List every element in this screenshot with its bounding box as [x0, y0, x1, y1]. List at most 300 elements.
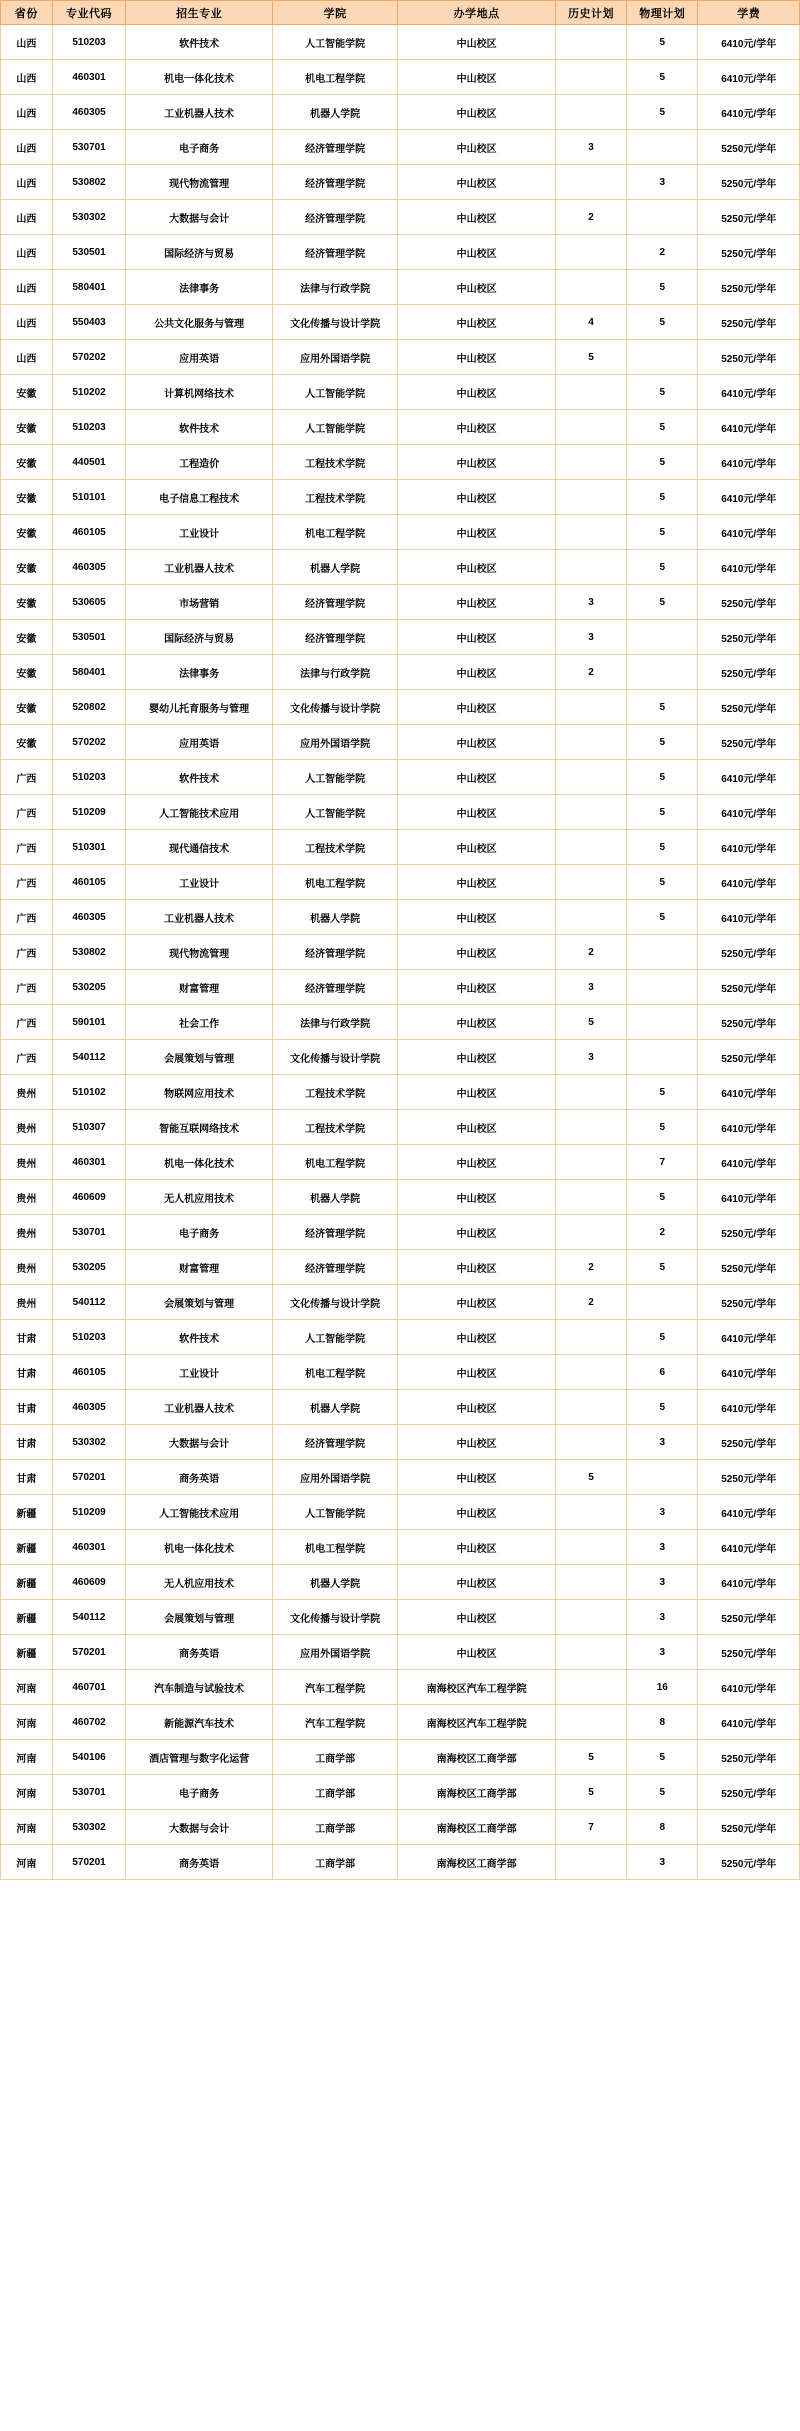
- cell-major-name: 工业设计: [126, 865, 273, 900]
- table-row: [1, 1390, 800, 1425]
- table-row: [1, 1740, 800, 1775]
- cell-major-code: 570201: [52, 1845, 125, 1880]
- cell-college: 工程技术学院: [273, 1110, 398, 1145]
- table-row: [1, 655, 800, 690]
- column-header-physics-plan: 物理计划: [627, 1, 698, 25]
- cell-college: 人工智能学院: [273, 760, 398, 795]
- cell-physics-plan: [627, 970, 698, 1005]
- cell-province: 贵州: [1, 1215, 53, 1250]
- cell-tuition: 6410元/学年: [698, 445, 800, 480]
- cell-tuition: 5250元/学年: [698, 270, 800, 305]
- cell-college: 文化传播与设计学院: [273, 305, 398, 340]
- table-row: [1, 60, 800, 95]
- cell-province: 山西: [1, 200, 53, 235]
- cell-history-plan: 2: [555, 935, 626, 970]
- table-row: [1, 585, 800, 620]
- cell-major-code: 460301: [52, 1145, 125, 1180]
- cell-campus: 中山校区: [398, 25, 556, 60]
- cell-physics-plan: 5: [627, 1775, 698, 1810]
- cell-campus: 中山校区: [398, 830, 556, 865]
- cell-province: 河南: [1, 1810, 53, 1845]
- cell-campus: 中山校区: [398, 585, 556, 620]
- cell-campus: 中山校区: [398, 935, 556, 970]
- cell-province: 山西: [1, 235, 53, 270]
- cell-college: 人工智能学院: [273, 795, 398, 830]
- cell-history-plan: 4: [555, 305, 626, 340]
- cell-history-plan: [555, 95, 626, 130]
- cell-major-code: 460105: [52, 865, 125, 900]
- cell-province: 新疆: [1, 1600, 53, 1635]
- cell-history-plan: [555, 900, 626, 935]
- cell-province: 河南: [1, 1705, 53, 1740]
- cell-major-code: 550403: [52, 305, 125, 340]
- cell-campus: 中山校区: [398, 1180, 556, 1215]
- column-header-college: 学院: [273, 1, 398, 25]
- cell-major-name: 人工智能技术应用: [126, 795, 273, 830]
- cell-college: 机器人学院: [273, 1390, 398, 1425]
- cell-major-name: 财富管理: [126, 1250, 273, 1285]
- cell-major-name: 机电一体化技术: [126, 1530, 273, 1565]
- cell-campus: 中山校区: [398, 900, 556, 935]
- cell-tuition: 5250元/学年: [698, 1425, 800, 1460]
- cell-campus: 南海校区工商学部: [398, 1845, 556, 1880]
- table-row: [1, 550, 800, 585]
- cell-tuition: 6410元/学年: [698, 550, 800, 585]
- cell-major-code: 540112: [52, 1600, 125, 1635]
- table-header: [1, 1, 800, 25]
- cell-province: 安徽: [1, 690, 53, 725]
- cell-physics-plan: 2: [627, 235, 698, 270]
- cell-major-name: 软件技术: [126, 410, 273, 445]
- cell-history-plan: [555, 375, 626, 410]
- cell-college: 法律与行政学院: [273, 1005, 398, 1040]
- cell-campus: 中山校区: [398, 1355, 556, 1390]
- cell-major-code: 530701: [52, 1775, 125, 1810]
- cell-tuition: 5250元/学年: [698, 1215, 800, 1250]
- cell-college: 工商学部: [273, 1845, 398, 1880]
- cell-history-plan: [555, 1670, 626, 1705]
- cell-history-plan: 2: [555, 200, 626, 235]
- table-body: [1, 25, 800, 1880]
- cell-province: 贵州: [1, 1110, 53, 1145]
- table-row: [1, 305, 800, 340]
- cell-major-name: 工业机器人技术: [126, 95, 273, 130]
- cell-province: 安徽: [1, 480, 53, 515]
- cell-history-plan: [555, 1635, 626, 1670]
- cell-history-plan: 5: [555, 1005, 626, 1040]
- cell-major-code: 570201: [52, 1460, 125, 1495]
- table-row: [1, 1810, 800, 1845]
- column-header-province: 省份: [1, 1, 53, 25]
- cell-college: 经济管理学院: [273, 935, 398, 970]
- cell-major-code: 510301: [52, 830, 125, 865]
- cell-tuition: 5250元/学年: [698, 340, 800, 375]
- table-row: [1, 1320, 800, 1355]
- cell-campus: 中山校区: [398, 1635, 556, 1670]
- cell-college: 人工智能学院: [273, 1320, 398, 1355]
- cell-physics-plan: 5: [627, 760, 698, 795]
- table-row: [1, 795, 800, 830]
- table-row: [1, 1705, 800, 1740]
- cell-history-plan: 3: [555, 130, 626, 165]
- cell-province: 新疆: [1, 1495, 53, 1530]
- table-row: [1, 1845, 800, 1880]
- cell-campus: 中山校区: [398, 970, 556, 1005]
- cell-major-code: 580401: [52, 270, 125, 305]
- cell-physics-plan: 5: [627, 270, 698, 305]
- cell-college: 经济管理学院: [273, 970, 398, 1005]
- cell-college: 工程技术学院: [273, 1075, 398, 1110]
- cell-physics-plan: 16: [627, 1670, 698, 1705]
- cell-province: 贵州: [1, 1145, 53, 1180]
- cell-major-code: 460105: [52, 1355, 125, 1390]
- cell-province: 广西: [1, 830, 53, 865]
- cell-physics-plan: [627, 1285, 698, 1320]
- cell-province: 广西: [1, 900, 53, 935]
- cell-history-plan: 5: [555, 1775, 626, 1810]
- cell-campus: 中山校区: [398, 340, 556, 375]
- cell-tuition: 5250元/学年: [698, 165, 800, 200]
- cell-major-code: 510202: [52, 375, 125, 410]
- cell-major-code: 540112: [52, 1040, 125, 1075]
- cell-physics-plan: 5: [627, 305, 698, 340]
- cell-physics-plan: 5: [627, 1250, 698, 1285]
- cell-major-name: 市场营销: [126, 585, 273, 620]
- cell-major-code: 580401: [52, 655, 125, 690]
- cell-tuition: 5250元/学年: [698, 1285, 800, 1320]
- cell-physics-plan: 7: [627, 1145, 698, 1180]
- cell-province: 贵州: [1, 1075, 53, 1110]
- cell-province: 新疆: [1, 1565, 53, 1600]
- table-row: [1, 1215, 800, 1250]
- cell-campus: 中山校区: [398, 130, 556, 165]
- cell-major-name: 智能互联网络技术: [126, 1110, 273, 1145]
- cell-tuition: 5250元/学年: [698, 1600, 800, 1635]
- cell-college: 汽车工程学院: [273, 1705, 398, 1740]
- cell-major-name: 软件技术: [126, 25, 273, 60]
- cell-physics-plan: 5: [627, 95, 698, 130]
- cell-major-name: 电子商务: [126, 130, 273, 165]
- column-header-campus: 办学地点: [398, 1, 556, 25]
- table-row: [1, 900, 800, 935]
- table-row: [1, 1355, 800, 1390]
- table-row: [1, 410, 800, 445]
- cell-campus: 中山校区: [398, 550, 556, 585]
- table-row: [1, 690, 800, 725]
- cell-major-code: 460301: [52, 1530, 125, 1565]
- cell-physics-plan: 5: [627, 865, 698, 900]
- cell-major-code: 510203: [52, 760, 125, 795]
- cell-campus: 中山校区: [398, 1075, 556, 1110]
- cell-tuition: 6410元/学年: [698, 1320, 800, 1355]
- cell-physics-plan: 5: [627, 900, 698, 935]
- cell-major-name: 商务英语: [126, 1845, 273, 1880]
- cell-major-code: 570202: [52, 340, 125, 375]
- cell-tuition: 6410元/学年: [698, 60, 800, 95]
- cell-tuition: 5250元/学年: [698, 235, 800, 270]
- cell-physics-plan: 5: [627, 1110, 698, 1145]
- cell-tuition: 6410元/学年: [698, 1145, 800, 1180]
- cell-major-name: 无人机应用技术: [126, 1180, 273, 1215]
- cell-physics-plan: [627, 200, 698, 235]
- cell-physics-plan: 5: [627, 550, 698, 585]
- cell-major-name: 现代物流管理: [126, 165, 273, 200]
- cell-history-plan: [555, 165, 626, 200]
- table-row: [1, 1670, 800, 1705]
- cell-college: 机器人学院: [273, 900, 398, 935]
- cell-major-code: 530302: [52, 1425, 125, 1460]
- cell-province: 安徽: [1, 585, 53, 620]
- cell-tuition: 6410元/学年: [698, 95, 800, 130]
- cell-history-plan: 7: [555, 1810, 626, 1845]
- cell-history-plan: 5: [555, 340, 626, 375]
- cell-major-name: 国际经济与贸易: [126, 235, 273, 270]
- cell-campus: 南海校区汽车工程学院: [398, 1670, 556, 1705]
- cell-physics-plan: 6: [627, 1355, 698, 1390]
- cell-campus: 中山校区: [398, 375, 556, 410]
- cell-campus: 中山校区: [398, 1425, 556, 1460]
- cell-major-code: 530802: [52, 165, 125, 200]
- cell-major-code: 460702: [52, 1705, 125, 1740]
- cell-major-name: 电子商务: [126, 1215, 273, 1250]
- cell-tuition: 5250元/学年: [698, 1250, 800, 1285]
- table-row: [1, 1180, 800, 1215]
- cell-history-plan: 3: [555, 970, 626, 1005]
- cell-college: 机电工程学院: [273, 60, 398, 95]
- cell-college: 经济管理学院: [273, 200, 398, 235]
- cell-major-name: 商务英语: [126, 1635, 273, 1670]
- cell-major-code: 530701: [52, 130, 125, 165]
- cell-tuition: 6410元/学年: [698, 1705, 800, 1740]
- cell-college: 人工智能学院: [273, 1495, 398, 1530]
- table-row: [1, 1145, 800, 1180]
- cell-history-plan: 3: [555, 585, 626, 620]
- table-row: [1, 970, 800, 1005]
- cell-major-name: 国际经济与贸易: [126, 620, 273, 655]
- cell-tuition: 5250元/学年: [698, 130, 800, 165]
- cell-province: 山西: [1, 340, 53, 375]
- cell-campus: 中山校区: [398, 1460, 556, 1495]
- cell-history-plan: [555, 1495, 626, 1530]
- cell-campus: 中山校区: [398, 200, 556, 235]
- cell-major-name: 婴幼儿托育服务与管理: [126, 690, 273, 725]
- cell-major-name: 软件技术: [126, 760, 273, 795]
- cell-major-name: 软件技术: [126, 1320, 273, 1355]
- cell-major-code: 460305: [52, 95, 125, 130]
- cell-history-plan: [555, 1530, 626, 1565]
- cell-province: 新疆: [1, 1530, 53, 1565]
- table-row: [1, 340, 800, 375]
- cell-tuition: 6410元/学年: [698, 515, 800, 550]
- cell-campus: 南海校区汽车工程学院: [398, 1705, 556, 1740]
- cell-history-plan: 2: [555, 1285, 626, 1320]
- cell-major-code: 590101: [52, 1005, 125, 1040]
- cell-physics-plan: 8: [627, 1705, 698, 1740]
- cell-history-plan: [555, 445, 626, 480]
- cell-campus: 中山校区: [398, 1145, 556, 1180]
- cell-tuition: 6410元/学年: [698, 900, 800, 935]
- cell-major-code: 460609: [52, 1180, 125, 1215]
- cell-major-name: 工业机器人技术: [126, 1390, 273, 1425]
- cell-major-code: 460305: [52, 900, 125, 935]
- cell-province: 安徽: [1, 410, 53, 445]
- column-header-tuition: 学费: [698, 1, 800, 25]
- cell-physics-plan: 5: [627, 1320, 698, 1355]
- table-row: [1, 480, 800, 515]
- cell-tuition: 5250元/学年: [698, 200, 800, 235]
- cell-tuition: 6410元/学年: [698, 410, 800, 445]
- cell-college: 工商学部: [273, 1810, 398, 1845]
- cell-college: 工商学部: [273, 1740, 398, 1775]
- cell-province: 山西: [1, 60, 53, 95]
- cell-history-plan: [555, 1320, 626, 1355]
- cell-college: 经济管理学院: [273, 165, 398, 200]
- column-header-major-code: 专业代码: [52, 1, 125, 25]
- cell-physics-plan: 5: [627, 480, 698, 515]
- cell-college: 机器人学院: [273, 1180, 398, 1215]
- table-row: [1, 935, 800, 970]
- cell-history-plan: [555, 1145, 626, 1180]
- cell-province: 河南: [1, 1670, 53, 1705]
- cell-province: 安徽: [1, 550, 53, 585]
- table-row: [1, 865, 800, 900]
- cell-history-plan: [555, 1600, 626, 1635]
- cell-physics-plan: [627, 130, 698, 165]
- cell-tuition: 5250元/学年: [698, 1810, 800, 1845]
- cell-campus: 中山校区: [398, 1040, 556, 1075]
- cell-physics-plan: 5: [627, 795, 698, 830]
- cell-major-code: 510101: [52, 480, 125, 515]
- cell-physics-plan: 2: [627, 1215, 698, 1250]
- cell-province: 河南: [1, 1740, 53, 1775]
- cell-history-plan: 2: [555, 655, 626, 690]
- cell-physics-plan: 5: [627, 1180, 698, 1215]
- cell-campus: 南海校区工商学部: [398, 1740, 556, 1775]
- cell-province: 广西: [1, 760, 53, 795]
- cell-province: 安徽: [1, 515, 53, 550]
- cell-major-name: 工业设计: [126, 515, 273, 550]
- cell-tuition: 6410元/学年: [698, 375, 800, 410]
- cell-campus: 中山校区: [398, 410, 556, 445]
- cell-campus: 中山校区: [398, 1390, 556, 1425]
- cell-major-code: 510307: [52, 1110, 125, 1145]
- cell-major-code: 530605: [52, 585, 125, 620]
- cell-college: 机器人学院: [273, 1565, 398, 1600]
- cell-major-name: 现代通信技术: [126, 830, 273, 865]
- cell-major-code: 460305: [52, 1390, 125, 1425]
- cell-tuition: 6410元/学年: [698, 760, 800, 795]
- cell-history-plan: [555, 1075, 626, 1110]
- cell-physics-plan: 5: [627, 25, 698, 60]
- cell-history-plan: [555, 1215, 626, 1250]
- cell-tuition: 5250元/学年: [698, 1845, 800, 1880]
- cell-major-name: 电子商务: [126, 1775, 273, 1810]
- table-row: [1, 830, 800, 865]
- cell-college: 应用外国语学院: [273, 340, 398, 375]
- cell-campus: 中山校区: [398, 445, 556, 480]
- cell-tuition: 5250元/学年: [698, 1005, 800, 1040]
- cell-major-code: 460701: [52, 1670, 125, 1705]
- cell-campus: 中山校区: [398, 1530, 556, 1565]
- cell-college: 应用外国语学院: [273, 1635, 398, 1670]
- cell-history-plan: [555, 1390, 626, 1425]
- cell-physics-plan: 3: [627, 1425, 698, 1460]
- cell-college: 工商学部: [273, 1775, 398, 1810]
- cell-province: 广西: [1, 970, 53, 1005]
- cell-province: 山西: [1, 165, 53, 200]
- table-row: [1, 1775, 800, 1810]
- cell-physics-plan: 3: [627, 1565, 698, 1600]
- column-header-major-name: 招生专业: [126, 1, 273, 25]
- cell-tuition: 5250元/学年: [698, 620, 800, 655]
- cell-physics-plan: 5: [627, 585, 698, 620]
- cell-college: 经济管理学院: [273, 130, 398, 165]
- table-row: [1, 25, 800, 60]
- cell-major-code: 510203: [52, 1320, 125, 1355]
- cell-campus: 中山校区: [398, 1320, 556, 1355]
- cell-physics-plan: 5: [627, 1075, 698, 1110]
- cell-history-plan: [555, 235, 626, 270]
- cell-history-plan: [555, 795, 626, 830]
- cell-college: 文化传播与设计学院: [273, 1285, 398, 1320]
- cell-major-name: 大数据与会计: [126, 200, 273, 235]
- cell-history-plan: 5: [555, 1740, 626, 1775]
- cell-major-code: 530205: [52, 970, 125, 1005]
- cell-major-name: 无人机应用技术: [126, 1565, 273, 1600]
- cell-physics-plan: 5: [627, 725, 698, 760]
- cell-major-code: 570202: [52, 725, 125, 760]
- cell-major-name: 工业机器人技术: [126, 550, 273, 585]
- cell-province: 贵州: [1, 1180, 53, 1215]
- cell-campus: 中山校区: [398, 515, 556, 550]
- cell-campus: 中山校区: [398, 1285, 556, 1320]
- cell-campus: 中山校区: [398, 1110, 556, 1145]
- cell-major-code: 530205: [52, 1250, 125, 1285]
- cell-campus: 中山校区: [398, 1565, 556, 1600]
- cell-college: 工程技术学院: [273, 445, 398, 480]
- cell-history-plan: [555, 760, 626, 795]
- cell-major-code: 510102: [52, 1075, 125, 1110]
- cell-major-name: 物联网应用技术: [126, 1075, 273, 1110]
- cell-college: 机电工程学院: [273, 515, 398, 550]
- cell-campus: 中山校区: [398, 795, 556, 830]
- table-row: [1, 375, 800, 410]
- cell-campus: 中山校区: [398, 60, 556, 95]
- cell-major-name: 会展策划与管理: [126, 1600, 273, 1635]
- cell-major-name: 大数据与会计: [126, 1810, 273, 1845]
- cell-major-code: 460105: [52, 515, 125, 550]
- cell-college: 法律与行政学院: [273, 270, 398, 305]
- cell-college: 经济管理学院: [273, 1425, 398, 1460]
- cell-college: 机电工程学院: [273, 1355, 398, 1390]
- cell-college: 机电工程学院: [273, 865, 398, 900]
- cell-campus: 中山校区: [398, 1495, 556, 1530]
- cell-major-name: 应用英语: [126, 725, 273, 760]
- cell-physics-plan: 5: [627, 60, 698, 95]
- cell-physics-plan: 3: [627, 1495, 698, 1530]
- cell-major-name: 应用英语: [126, 340, 273, 375]
- cell-major-name: 机电一体化技术: [126, 60, 273, 95]
- cell-province: 安徽: [1, 375, 53, 410]
- cell-major-name: 工业机器人技术: [126, 900, 273, 935]
- cell-college: 法律与行政学院: [273, 655, 398, 690]
- cell-physics-plan: [627, 620, 698, 655]
- cell-tuition: 6410元/学年: [698, 1180, 800, 1215]
- cell-history-plan: [555, 865, 626, 900]
- column-header-history-plan: 历史计划: [555, 1, 626, 25]
- cell-physics-plan: [627, 935, 698, 970]
- cell-province: 广西: [1, 935, 53, 970]
